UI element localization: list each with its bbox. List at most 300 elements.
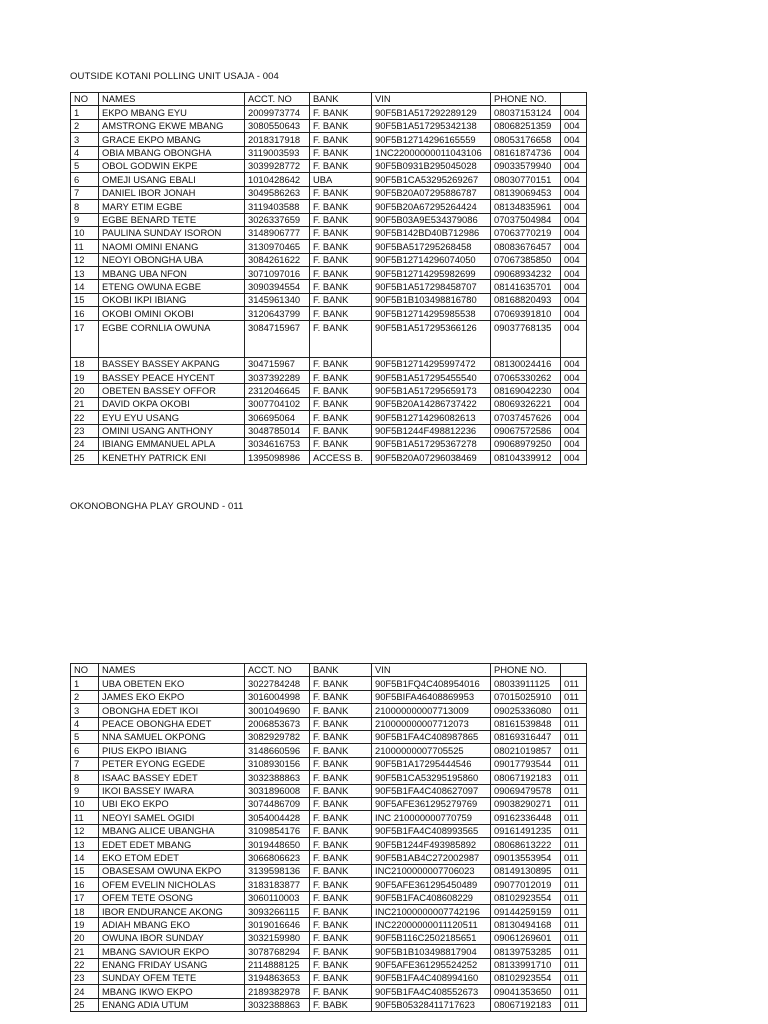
cell-name: NAOMI OMINI ENANG: [99, 240, 245, 253]
cell-phone: 08139069453: [491, 186, 561, 199]
table-row: [71, 307, 587, 320]
cell-acct-no: 3078768294: [245, 945, 310, 958]
cell-phone: 07065330262: [491, 371, 561, 384]
cell-no: 7: [71, 186, 99, 199]
cell-vin: 90F5AFE361295524252: [372, 958, 491, 971]
cell-unit-code: 004: [561, 213, 587, 226]
table-row: [71, 159, 587, 172]
table-row: [71, 797, 587, 810]
cell-unit-code: 004: [561, 371, 587, 384]
cell-acct-no: 3060110003: [245, 891, 310, 904]
cell-no: 14: [71, 851, 99, 864]
column-header-unit-code: [561, 664, 587, 677]
cell-bank: F. BANK: [310, 891, 372, 904]
table-row: [71, 253, 587, 266]
cell-bank: F. BANK: [310, 744, 372, 757]
cell-bank: F. BANK: [310, 186, 372, 199]
cell-acct-no: 1395098986: [245, 451, 310, 464]
cell-bank: F. BANK: [310, 838, 372, 851]
cell-bank: F. BANK: [310, 945, 372, 958]
cell-no: 15: [71, 864, 99, 877]
cell-unit-code: 004: [561, 200, 587, 213]
cell-vin: 90F5AFE361295279769: [372, 797, 491, 810]
column-header-name: NAMES: [99, 664, 245, 677]
cell-phone: 08021019857: [491, 744, 561, 757]
cell-name: EYU EYU USANG: [99, 411, 245, 424]
cell-unit-code: 004: [561, 320, 587, 357]
cell-vin: 210000000007712073: [372, 717, 491, 730]
cell-name: EKPO MBANG EYU: [99, 106, 245, 119]
cell-bank: F. BANK: [310, 397, 372, 410]
cell-name: PIUS EKPO IBIANG: [99, 744, 245, 757]
cell-vin: 90F5B20A67295264424: [372, 200, 491, 213]
cell-vin: 90F5B1A517298458707: [372, 280, 491, 293]
cell-name: MBANG UBA NFON: [99, 267, 245, 280]
cell-phone: 08053176658: [491, 133, 561, 146]
cell-name: OKOBI IKPI IBIANG: [99, 293, 245, 306]
cell-name: OBOL GODWIN EKPE: [99, 159, 245, 172]
cell-no: 18: [71, 357, 99, 370]
cell-acct-no: 3120643799: [245, 307, 310, 320]
column-header-acct-no: ACCT. NO: [245, 93, 310, 106]
cell-name: ADIAH MBANG EKO: [99, 918, 245, 931]
cell-name: PAULINA SUNDAY ISORON: [99, 226, 245, 239]
cell-vin: 90F5B1A517295367278: [372, 437, 491, 450]
cell-no: 3: [71, 704, 99, 717]
cell-acct-no: 3145961340: [245, 293, 310, 306]
cell-phone: 08161874736: [491, 146, 561, 159]
cell-name: PEACE OBONGHA EDET: [99, 717, 245, 730]
cell-bank: F. BANK: [310, 357, 372, 370]
cell-phone: 09061269601: [491, 931, 561, 944]
cell-unit-code: 011: [561, 958, 587, 971]
cell-unit-code: 004: [561, 437, 587, 450]
cell-bank: F. BANK: [310, 971, 372, 984]
cell-vin: 90F5B1A517295659173: [372, 384, 491, 397]
cell-unit-code: 011: [561, 797, 587, 810]
cell-unit-code: 011: [561, 905, 587, 918]
cell-unit-code: 011: [561, 824, 587, 837]
cell-acct-no: 3026337659: [245, 213, 310, 226]
cell-phone: 09162336448: [491, 811, 561, 824]
cell-no: 10: [71, 226, 99, 239]
cell-bank: F. BANK: [310, 253, 372, 266]
cell-no: 17: [71, 891, 99, 904]
table-row: [71, 757, 587, 770]
cell-no: 21: [71, 397, 99, 410]
cell-no: 13: [71, 267, 99, 280]
cell-no: 12: [71, 253, 99, 266]
table-row: [71, 424, 587, 437]
cell-acct-no: 1010428642: [245, 173, 310, 186]
table-row: [71, 985, 587, 998]
cell-name: OFEM EVELIN NICHOLAS: [99, 878, 245, 891]
table-row: [71, 397, 587, 410]
cell-bank: UBA: [310, 173, 372, 186]
cell-phone: 07069391810: [491, 307, 561, 320]
cell-vin: 90F5B1AB4C272002987: [372, 851, 491, 864]
cell-unit-code: 004: [561, 293, 587, 306]
cell-phone: 08068613222: [491, 838, 561, 851]
cell-name: MBANG IKWO EKPO: [99, 985, 245, 998]
cell-acct-no: 304715967: [245, 357, 310, 370]
column-header-unit-code: [561, 93, 587, 106]
cell-acct-no: 3031896008: [245, 784, 310, 797]
cell-vin: 90F5B0931B295045028: [372, 159, 491, 172]
cell-phone: 09038290271: [491, 797, 561, 810]
table-row: [71, 320, 587, 357]
cell-bank: F. BANK: [310, 717, 372, 730]
table-row: [71, 357, 587, 370]
cell-vin: 90F5B1B103498816780: [372, 293, 491, 306]
cell-bank: F. BANK: [310, 424, 372, 437]
cell-phone: 08102923554: [491, 971, 561, 984]
table-row: [71, 384, 587, 397]
cell-phone: 07037457626: [491, 411, 561, 424]
cell-vin: 90F5B1244F493985892: [372, 838, 491, 851]
cell-name: OMEJI USANG EBALI: [99, 173, 245, 186]
cell-unit-code: 004: [561, 307, 587, 320]
cell-acct-no: 3007704102: [245, 397, 310, 410]
cell-phone: 08149130895: [491, 864, 561, 877]
cell-unit-code: 011: [561, 744, 587, 757]
cell-vin: 90F5B12714296165559: [372, 133, 491, 146]
cell-vin: INC2100000007706023: [372, 864, 491, 877]
cell-name: DAVID OKPA OKOBI: [99, 397, 245, 410]
cell-name: EDET EDET MBANG: [99, 838, 245, 851]
cell-unit-code: 004: [561, 133, 587, 146]
cell-name: EGBE BENARD TETE: [99, 213, 245, 226]
cell-acct-no: 2312046645: [245, 384, 310, 397]
table-row: [71, 437, 587, 450]
cell-phone: 08104339912: [491, 451, 561, 464]
cell-acct-no: 3019016646: [245, 918, 310, 931]
table-row: [71, 864, 587, 877]
cell-acct-no: 3001049690: [245, 704, 310, 717]
cell-no: 5: [71, 159, 99, 172]
cell-acct-no: 3019448650: [245, 838, 310, 851]
cell-name: MBANG SAVIOUR EKPO: [99, 945, 245, 958]
cell-unit-code: 004: [561, 411, 587, 424]
cell-unit-code: 004: [561, 397, 587, 410]
cell-name: SUNDAY OFEM TETE: [99, 971, 245, 984]
cell-acct-no: 3074486709: [245, 797, 310, 810]
section2-table: [70, 663, 587, 1012]
cell-bank: F. BANK: [310, 864, 372, 877]
cell-unit-code: 004: [561, 119, 587, 132]
cell-vin: 21000000007705525: [372, 744, 491, 757]
cell-no: 8: [71, 200, 99, 213]
table-row: [71, 878, 587, 891]
cell-name: OMINI USANG ANTHONY: [99, 424, 245, 437]
cell-bank: F. BANK: [310, 811, 372, 824]
cell-phone: 08161539848: [491, 717, 561, 730]
table-row: [71, 744, 587, 757]
cell-bank: F. BANK: [310, 307, 372, 320]
table-row: [71, 784, 587, 797]
cell-name: OBETEN BASSEY OFFOR: [99, 384, 245, 397]
header-row: [71, 93, 587, 106]
cell-bank: F. BANK: [310, 213, 372, 226]
column-header-name: NAMES: [99, 93, 245, 106]
cell-no: 6: [71, 744, 99, 757]
cell-phone: 07037504984: [491, 213, 561, 226]
cell-bank: F. BABK: [310, 998, 372, 1011]
cell-unit-code: 011: [561, 945, 587, 958]
cell-phone: 09068979250: [491, 437, 561, 450]
cell-bank: F. BANK: [310, 280, 372, 293]
table-row: [71, 971, 587, 984]
cell-acct-no: 3039928772: [245, 159, 310, 172]
cell-vin: 90F5B20A07295886787: [372, 186, 491, 199]
table-row: [71, 451, 587, 464]
cell-vin: 90F5B12714295997472: [372, 357, 491, 370]
cell-name: EKO ETOM EDET: [99, 851, 245, 864]
cell-no: 24: [71, 985, 99, 998]
table-row: [71, 931, 587, 944]
cell-bank: F. BANK: [310, 824, 372, 837]
cell-vin: 90F5BA517295268458: [372, 240, 491, 253]
cell-acct-no: 3139598136: [245, 864, 310, 877]
table-row: [71, 905, 587, 918]
cell-acct-no: 3084715967: [245, 320, 310, 357]
cell-unit-code: 011: [561, 677, 587, 690]
cell-acct-no: 3119403588: [245, 200, 310, 213]
cell-unit-code: 011: [561, 878, 587, 891]
table-row: [71, 119, 587, 132]
cell-phone: 08102923554: [491, 891, 561, 904]
cell-unit-code: 011: [561, 918, 587, 931]
cell-acct-no: 3032159980: [245, 931, 310, 944]
cell-bank: F. BANK: [310, 851, 372, 864]
cell-name: ETENG OWUNA EGBE: [99, 280, 245, 293]
cell-phone: 08141635701: [491, 280, 561, 293]
cell-no: 1: [71, 106, 99, 119]
cell-acct-no: 3016004998: [245, 690, 310, 703]
cell-unit-code: 011: [561, 717, 587, 730]
cell-vin: 90F5B1FA4C408552673: [372, 985, 491, 998]
cell-bank: F. BANK: [310, 757, 372, 770]
cell-phone: 09144259159: [491, 905, 561, 918]
cell-vin: 90F5B1A17295444546: [372, 757, 491, 770]
cell-no: 23: [71, 424, 99, 437]
cell-no: 2: [71, 119, 99, 132]
cell-vin: 90F5B1A517295342138: [372, 119, 491, 132]
cell-no: 18: [71, 905, 99, 918]
cell-no: 10: [71, 797, 99, 810]
cell-unit-code: 004: [561, 384, 587, 397]
cell-phone: 08067192183: [491, 771, 561, 784]
table-row: [71, 411, 587, 424]
cell-vin: 90F5B1A517295366126: [372, 320, 491, 357]
cell-name: DANIEL IBOR JONAH: [99, 186, 245, 199]
table-row: [71, 146, 587, 159]
cell-vin: 90F5B03A9E534379086: [372, 213, 491, 226]
cell-acct-no: 3082929782: [245, 730, 310, 743]
cell-no: 5: [71, 730, 99, 743]
cell-phone: 09017793544: [491, 757, 561, 770]
cell-acct-no: 3034616753: [245, 437, 310, 450]
cell-acct-no: 3183183877: [245, 878, 310, 891]
cell-bank: F. BANK: [310, 730, 372, 743]
cell-no: 9: [71, 213, 99, 226]
cell-vin: 1NC22000000011043106: [372, 146, 491, 159]
cell-unit-code: 004: [561, 424, 587, 437]
cell-phone: 08068251359: [491, 119, 561, 132]
table-row: [71, 371, 587, 384]
table-row: [71, 293, 587, 306]
cell-unit-code: 004: [561, 173, 587, 186]
cell-no: 25: [71, 998, 99, 1011]
cell-unit-code: 004: [561, 240, 587, 253]
cell-acct-no: 306695064: [245, 411, 310, 424]
cell-bank: F. BANK: [310, 878, 372, 891]
table-row: [71, 690, 587, 703]
cell-vin: 90F5B116C2502185651: [372, 931, 491, 944]
cell-phone: 09161491235: [491, 824, 561, 837]
section2-title: OKONOBONGHA PLAY GROUND - 011: [70, 501, 244, 512]
cell-unit-code: 004: [561, 253, 587, 266]
cell-unit-code: 004: [561, 280, 587, 293]
cell-vin: 90F5B1B103498817904: [372, 945, 491, 958]
cell-bank: F. BANK: [310, 905, 372, 918]
table-row: [71, 838, 587, 851]
cell-name: NEOYI SAMEL OGIDI: [99, 811, 245, 824]
cell-vin: 90F5B1FA4C408993565: [372, 824, 491, 837]
cell-vin: INC 210000000770759: [372, 811, 491, 824]
cell-phone: 08133991710: [491, 958, 561, 971]
table-row: [71, 730, 587, 743]
cell-phone: 07015025910: [491, 690, 561, 703]
cell-no: 22: [71, 958, 99, 971]
cell-phone: 08067192183: [491, 998, 561, 1011]
cell-bank: F. BANK: [310, 384, 372, 397]
cell-unit-code: 011: [561, 757, 587, 770]
table-row: [71, 226, 587, 239]
cell-acct-no: 3022784248: [245, 677, 310, 690]
cell-vin: 90F5B1FQ4C408954016: [372, 677, 491, 690]
cell-no: 11: [71, 811, 99, 824]
table-row: [71, 704, 587, 717]
cell-acct-no: 3066806623: [245, 851, 310, 864]
cell-acct-no: 3090394554: [245, 280, 310, 293]
cell-name: IBIANG EMMANUEL APLA: [99, 437, 245, 450]
cell-no: 25: [71, 451, 99, 464]
cell-vin: 90F5B1CA53295195860: [372, 771, 491, 784]
cell-phone: 09069479578: [491, 784, 561, 797]
cell-unit-code: 011: [561, 891, 587, 904]
cell-name: OBASESAM OWUNA EKPO: [99, 864, 245, 877]
cell-unit-code: 011: [561, 998, 587, 1011]
cell-name: OBONGHA EDET IKOI: [99, 704, 245, 717]
table-row: [71, 958, 587, 971]
cell-name: IBOR ENDURANCE AKONG: [99, 905, 245, 918]
table-row: [71, 200, 587, 213]
cell-no: 23: [71, 971, 99, 984]
cell-name: ENANG ADIA UTUM: [99, 998, 245, 1011]
cell-bank: F. BANK: [310, 437, 372, 450]
cell-unit-code: 011: [561, 704, 587, 717]
cell-unit-code: 011: [561, 971, 587, 984]
table-row: [71, 280, 587, 293]
table-row: [71, 824, 587, 837]
cell-name: BASSEY BASSEY AKPANG: [99, 357, 245, 370]
cell-phone: 08169042230: [491, 384, 561, 397]
cell-phone: 08139753285: [491, 945, 561, 958]
cell-vin: 210000000007713009: [372, 704, 491, 717]
cell-bank: F. BANK: [310, 958, 372, 971]
cell-vin: 90F5AFE361295450489: [372, 878, 491, 891]
cell-unit-code: 011: [561, 985, 587, 998]
cell-bank: F. BANK: [310, 985, 372, 998]
cell-unit-code: 004: [561, 357, 587, 370]
cell-acct-no: 3048785014: [245, 424, 310, 437]
cell-phone: 08169316447: [491, 730, 561, 743]
cell-name: JAMES EKO EKPO: [99, 690, 245, 703]
cell-vin: 90F5B12714296074050: [372, 253, 491, 266]
cell-vin: 90F5B1244F498812236: [372, 424, 491, 437]
cell-acct-no: 3194863653: [245, 971, 310, 984]
cell-phone: 09068934232: [491, 267, 561, 280]
cell-vin: INC22000000011120511: [372, 918, 491, 931]
cell-name: NEOYI OBONGHA UBA: [99, 253, 245, 266]
cell-acct-no: 3071097016: [245, 267, 310, 280]
table-row: [71, 173, 587, 186]
cell-phone: 08134835961: [491, 200, 561, 213]
column-header-bank: BANK: [310, 93, 372, 106]
cell-acct-no: 3084261622: [245, 253, 310, 266]
cell-acct-no: 2018317918: [245, 133, 310, 146]
cell-unit-code: 004: [561, 226, 587, 239]
cell-phone: 08130494168: [491, 918, 561, 931]
cell-phone: 09025336080: [491, 704, 561, 717]
cell-vin: 90F5B12714295985538: [372, 307, 491, 320]
cell-phone: 08168820493: [491, 293, 561, 306]
cell-phone: 08030770151: [491, 173, 561, 186]
column-header-vin: VIN: [372, 664, 491, 677]
cell-acct-no: 3108930156: [245, 757, 310, 770]
cell-acct-no: 3119003593: [245, 146, 310, 159]
cell-bank: F. BANK: [310, 931, 372, 944]
column-header-bank: BANK: [310, 664, 372, 677]
cell-vin: 90F5B1CA53295269267: [372, 173, 491, 186]
cell-name: MBANG ALICE UBANGHA: [99, 824, 245, 837]
cell-unit-code: 011: [561, 838, 587, 851]
cell-unit-code: 011: [561, 784, 587, 797]
cell-acct-no: 3080550643: [245, 119, 310, 132]
cell-name: AMSTRONG EKWE MBANG: [99, 119, 245, 132]
cell-name: OFEM TETE OSONG: [99, 891, 245, 904]
cell-name: MARY ETIM EGBE: [99, 200, 245, 213]
column-header-phone: PHONE NO.: [491, 664, 561, 677]
cell-name: BASSEY PEACE HYCENT: [99, 371, 245, 384]
cell-bank: F. BANK: [310, 320, 372, 357]
table-row: [71, 240, 587, 253]
cell-unit-code: 011: [561, 690, 587, 703]
cell-no: 24: [71, 437, 99, 450]
cell-bank: F. BANK: [310, 146, 372, 159]
cell-vin: 90F5BIFA46408869953: [372, 690, 491, 703]
cell-no: 16: [71, 307, 99, 320]
cell-unit-code: 011: [561, 811, 587, 824]
cell-bank: F. BANK: [310, 690, 372, 703]
cell-unit-code: 011: [561, 864, 587, 877]
cell-bank: F. BANK: [310, 784, 372, 797]
cell-acct-no: 3130970465: [245, 240, 310, 253]
cell-vin: 90F5B142BD40B712986: [372, 226, 491, 239]
cell-name: PETER EYONG EGEDE: [99, 757, 245, 770]
table-row: [71, 918, 587, 931]
